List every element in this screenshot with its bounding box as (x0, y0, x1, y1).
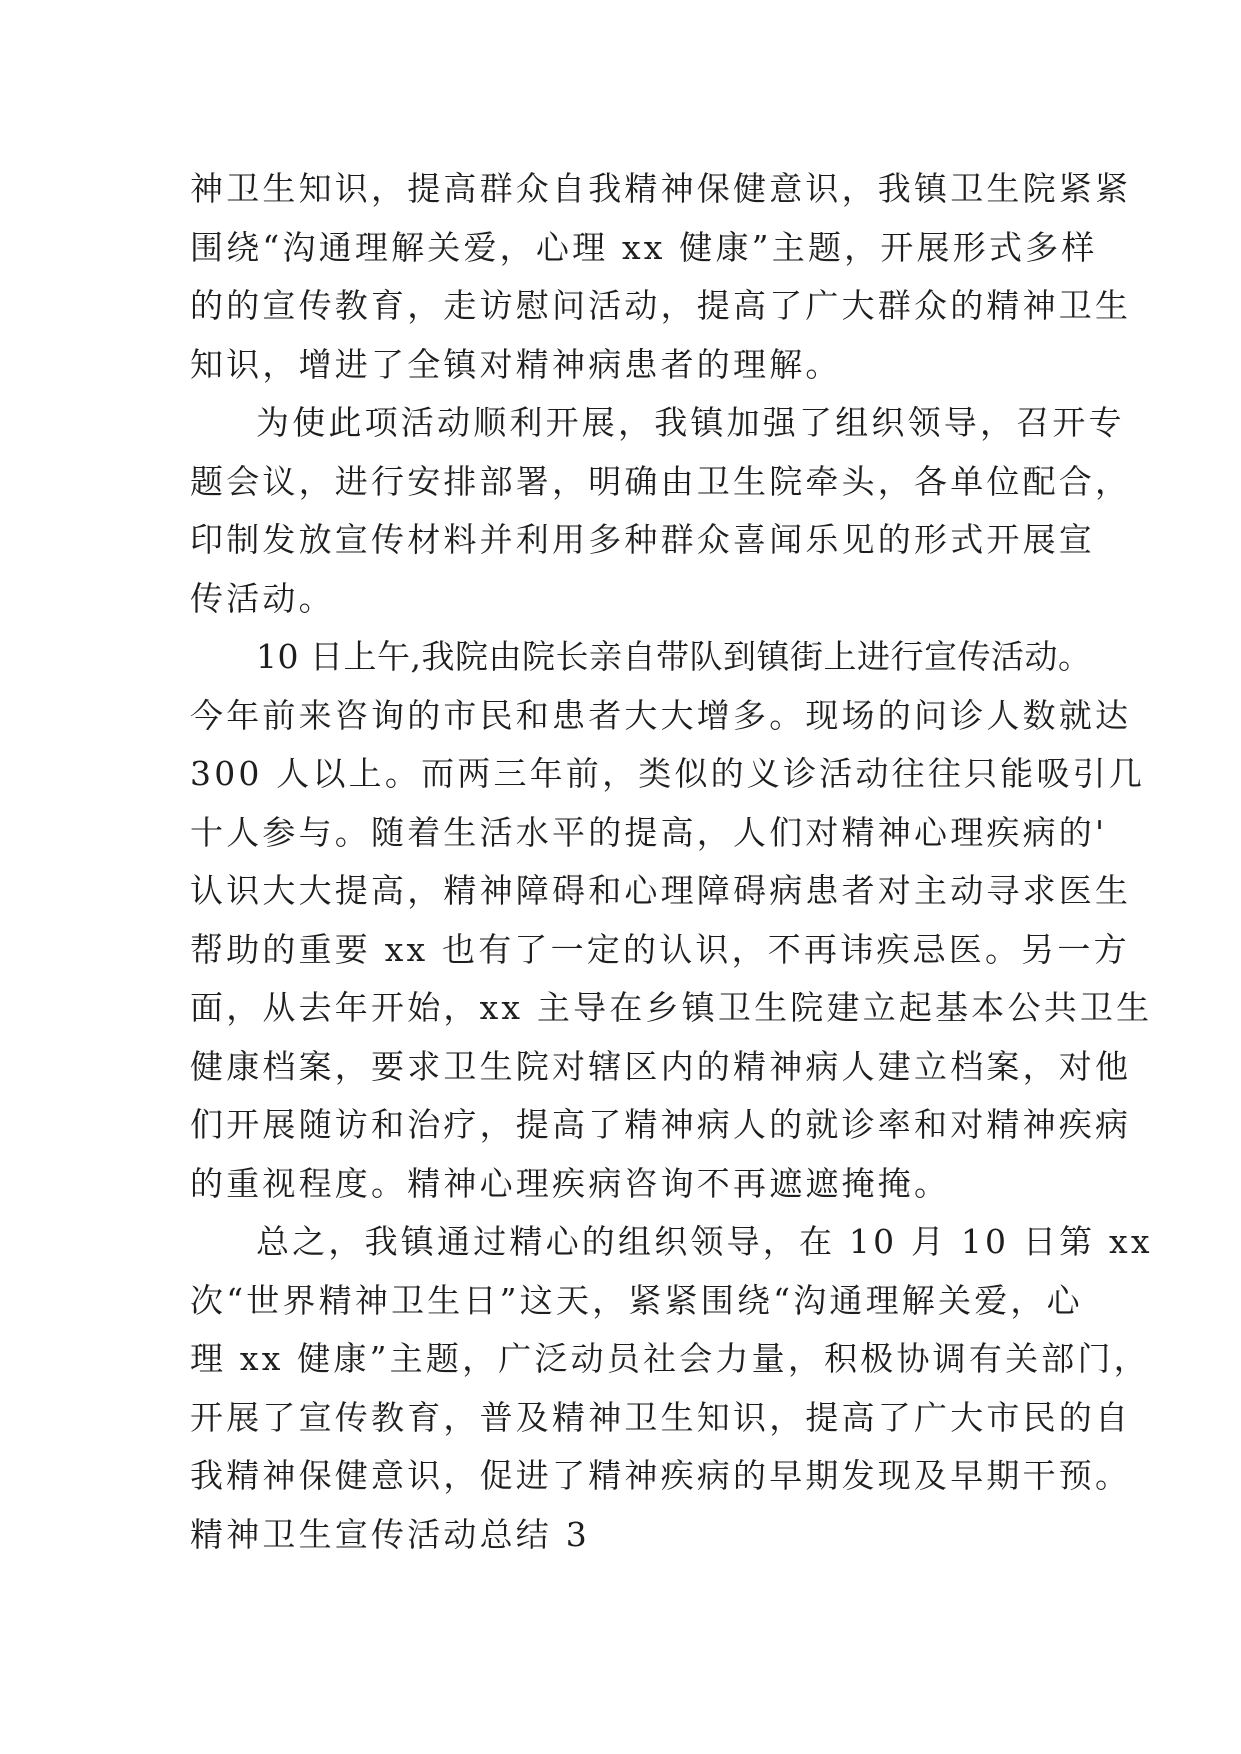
text-line: 传活动。 (190, 578, 335, 618)
text-line: 围绕“沟通理解关爱，心理 xx 健康”主题，开展形式多样 (190, 227, 1098, 267)
text-line: 们开展随访和治疗，提高了精神病人的就诊率和对精神疾病 (190, 1105, 1132, 1144)
text-line: 帮助的重要 xx 也有了一定的认识，不再讳疾忌医。另一方 (190, 929, 1130, 969)
paragraph-first-line: 10 日上午,我院由院长亲自带队到镇街上进行宣传活动。 (256, 637, 1092, 676)
text-line: 我精神保健意识，促进了精神疾病的早期发现及早期干预。 (190, 1456, 1132, 1495)
text-line: 开展了宣传教育，普及精神卫生知识，提高了广大市民的自 (190, 1397, 1132, 1437)
text-line: 神卫生知识，提高群众自我精神保健意识，我镇卫生院紧紧 (190, 169, 1132, 208)
paragraph-first-line: 总之，我镇通过精心的组织领导，在 10 月 10 日第 xx (256, 1222, 1153, 1261)
text-line: 印制发放宣传材料并利用多种群众喜闻乐见的形式开展宣 (190, 520, 1095, 559)
text-line: 的的宣传教育，走访慰问活动，提高了广大群众的精神卫生 (190, 286, 1132, 325)
text-line: 十人参与。随着生活水平的提高，人们对精神心理疾病的' (190, 812, 1108, 852)
text-line: 理 xx 健康”主题，广泛动员社会力量，积极协调有关部门， (190, 1339, 1150, 1378)
text-line: 300 人以上。而两三年前，类似的义诊活动往往只能吸引几 (190, 754, 1146, 793)
document-body (190, 160, 1153, 1564)
section-heading: 精神卫生宣传活动总结 3 (190, 1514, 590, 1554)
text-line: 面，从去年开始，xx 主导在乡镇卫生院建立起基本公共卫生 (190, 988, 1153, 1027)
text-line: 认识大大提高，精神障碍和心理障碍病患者对主动寻求医生 (190, 871, 1132, 910)
text-line: 健康档案，要求卫生院对辖区内的精神病人建立档案，对他 (190, 1046, 1132, 1086)
text-line: 知识，增进了全镇对精神病患者的理解。 (190, 344, 842, 384)
text-line: 题会议，进行安排部署，明确由卫生院牵头，各单位配合， (190, 461, 1132, 501)
text-line: 次“世界精神卫生日”这天，紧紧围绕“沟通理解关爱，心 (190, 1280, 1083, 1320)
text-line: 今年前来咨询的市民和患者大大增多。现场的问诊人数就达 (190, 695, 1132, 735)
text-line: 的重视程度。精神心理疾病咨询不再遮遮掩掩。 (190, 1163, 951, 1203)
paragraph-first-line: 为使此项活动顺利开展，我镇加强了组织领导，召开专 (256, 403, 1125, 442)
